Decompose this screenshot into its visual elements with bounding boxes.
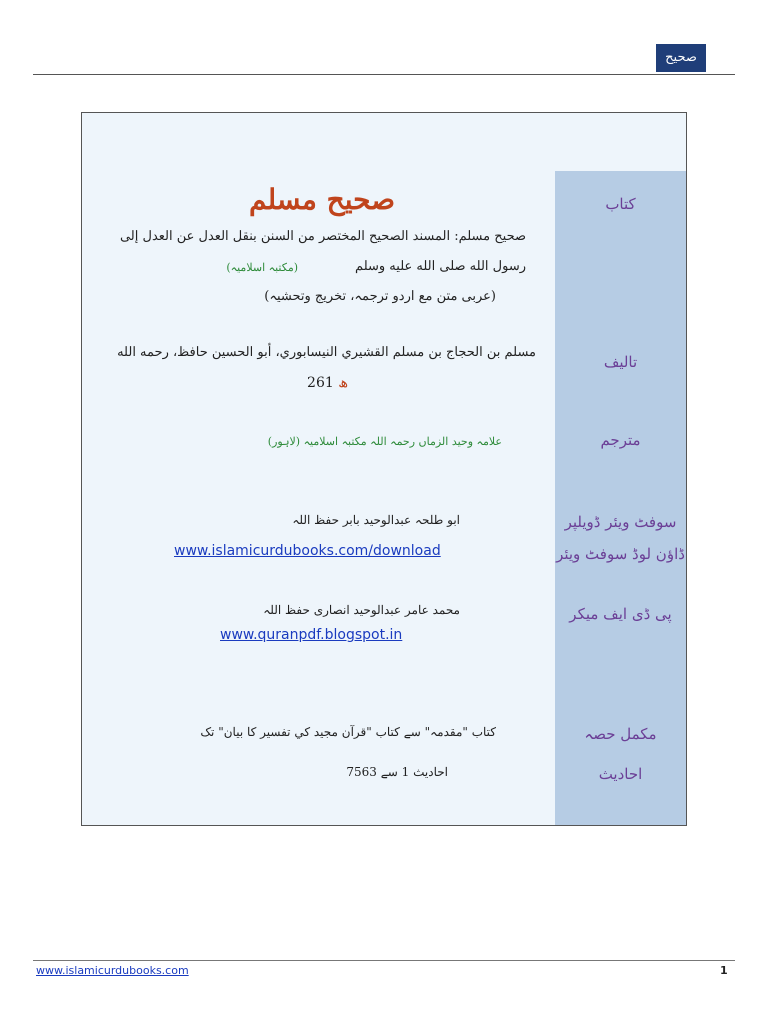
label-complete-part: مکمل حصہ <box>584 725 657 743</box>
translator-name: علامہ وحید الزماں رحمہ اللہ مکتبہ اسلامیہ (لاہور) <box>267 435 502 448</box>
book-full-title-line2: رسول الله صلى الله عليه وسلم <box>355 259 526 274</box>
footer-website-link[interactable]: www.islamicurdubooks.com <box>36 964 189 977</box>
hadith-range: احادیث 1 سے 7563 <box>346 765 448 779</box>
label-translator: مترجم <box>600 431 641 449</box>
coverage-range: کتاب "مقدمہ" سے کتاب "قرآن مجيد كي تفسير كا بيان" تک <box>200 725 496 739</box>
author-year <box>307 375 348 391</box>
developer-name: ابو طلحہ عبدالوحید بابر حفظ اللہ <box>292 513 460 527</box>
label-download-software: ڈاؤن لوڈ سوفٹ ویئر <box>556 545 685 563</box>
label-software-developer: سوفٹ ویئر ڈویلپر <box>564 513 677 531</box>
label-book: کتاب <box>605 195 636 213</box>
header-divider <box>33 74 735 75</box>
pdf-maker-name: محمد عامر عبدالوحید انصاری حفظ اللہ <box>263 603 460 617</box>
book-full-title-line1: صحيح مسلم: المسند الصحيح المختصر من السنن بنقل العدل عن العدل إلى <box>119 229 526 244</box>
header-title-badge: صحیح مسلم <box>656 44 706 72</box>
publisher-tag: (مکتبہ اسلامیہ) <box>226 261 298 274</box>
book-title: صحيح مسلم <box>248 183 395 216</box>
label-column <box>555 171 686 825</box>
author-era: ھ <box>338 375 348 391</box>
book-info-card <box>81 112 687 826</box>
developer-download-link[interactable]: www.islamicurdubooks.com/download <box>174 543 441 559</box>
author-name: مسلم بن الحجاج بن مسلم القشيري النيسابوري، أبو الحسين حافظ، رحمه الله <box>117 345 536 360</box>
footer-divider <box>33 960 735 961</box>
edition-note: (عربی متن مع اردو ترجمہ، تخریج وتحشیہ) <box>264 289 496 304</box>
label-hadiths: احادیث <box>598 765 643 783</box>
label-pdf-maker: پی ڈی ایف میکر <box>569 605 672 623</box>
label-author: تالیف <box>603 353 638 371</box>
author-year-value: 261 <box>307 375 334 391</box>
pdf-maker-link[interactable]: www.quranpdf.blogspot.in <box>220 627 403 643</box>
page-number: 1 <box>720 964 728 977</box>
